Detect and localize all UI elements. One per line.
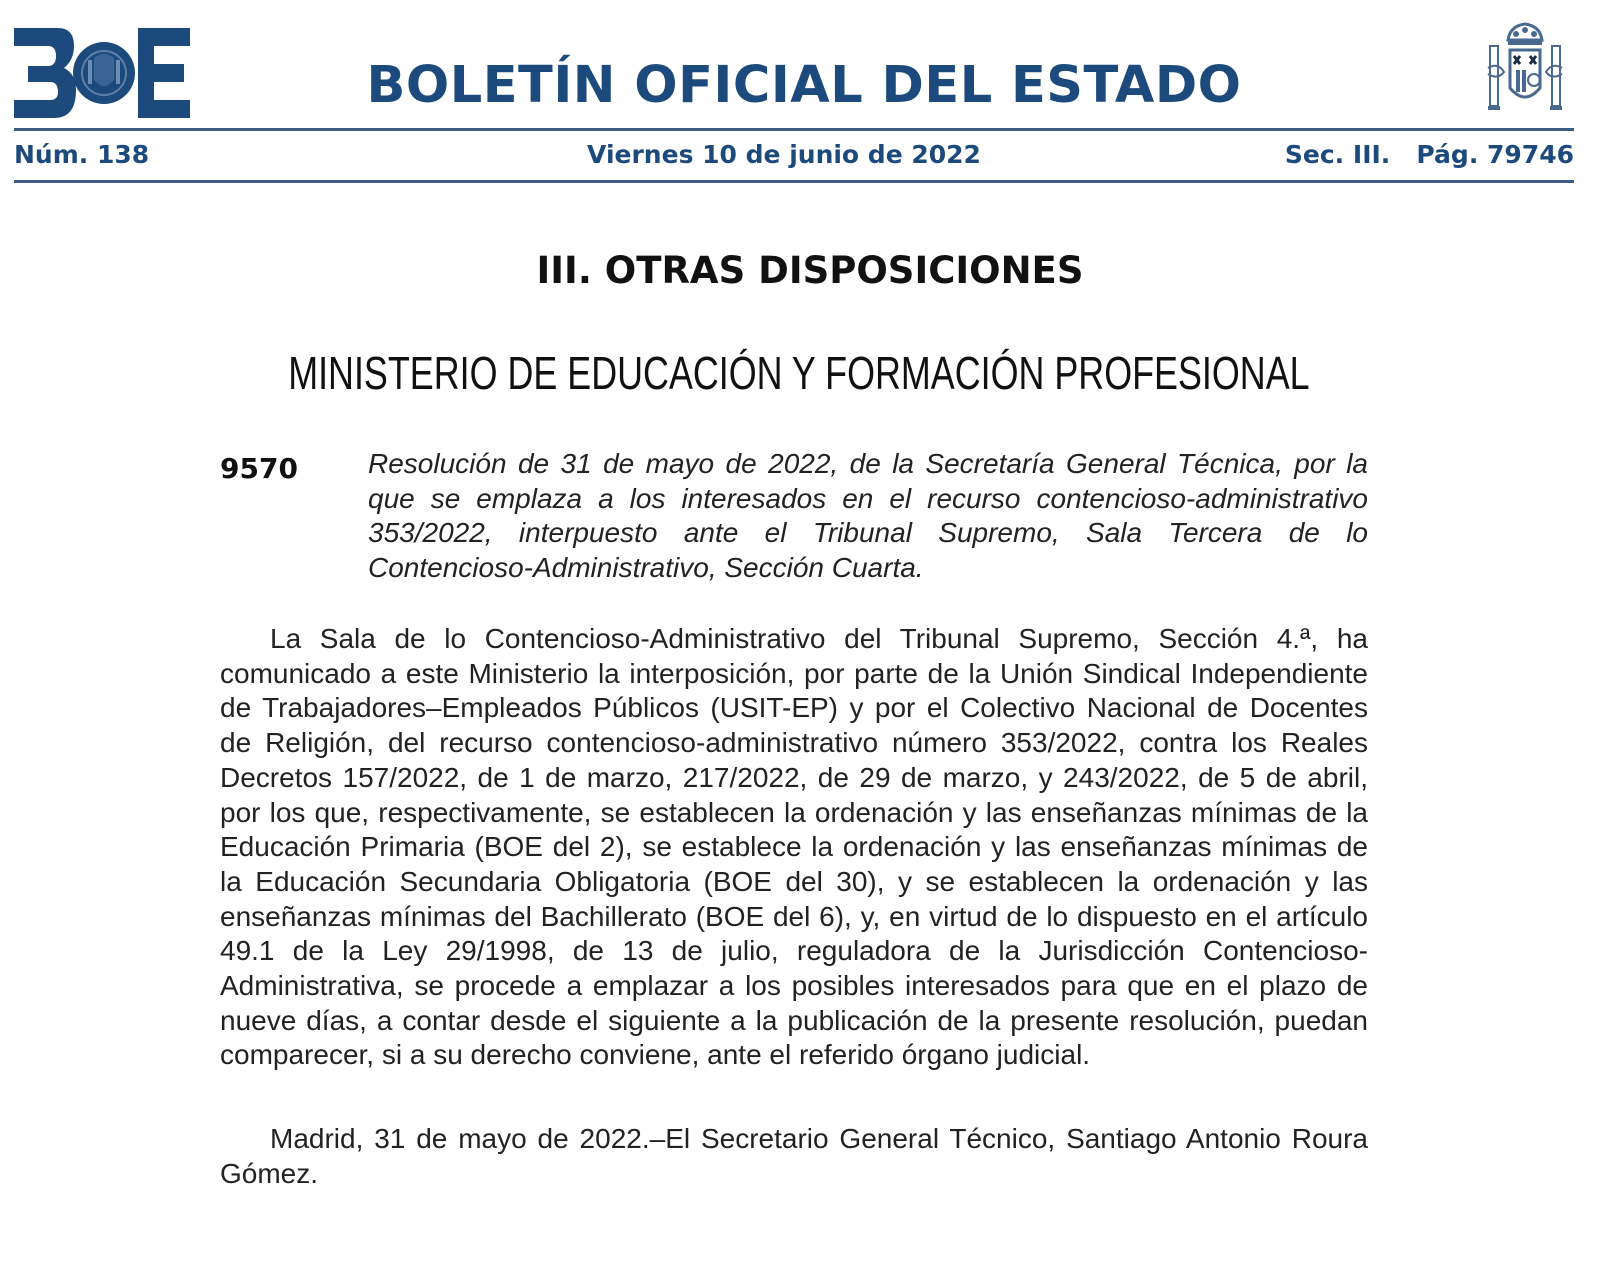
signature-paragraph	[220, 1122, 1368, 1191]
entry-summary: Resolución de 31 de mayo de 2022, de la Secretaría General Técnica, por la que se emplaza a los interesados en el recurso contencioso-administrativo 353/2022, interpuesto ante el Tribunal Supremo, Sala Tercera de lo Contencioso-Administrativo, Sección Cuarta.	[368, 448, 1368, 583]
publication-date: Viernes 10 de junio de 2022	[587, 140, 981, 169]
paragraph-text: La Sala de lo Contencioso-Administrativo del Tribunal Supremo, Sección 4.ª, ha comunicado a este Ministerio la interposición, por parte de la Unión Sindical Independiente de Trabajadores–Empleados Públicos (USIT-EP) y por el Colectivo Nacional de Docentes de Religión, del recurso contencioso-administrativo número 353/2022, contra los Reales Decretos 157/2022, de 1 de marzo, 217/2022, de 29 de marzo, y 243/2022, de 5 de abril, por los que, respectivamente, se establecen la ordenación y las enseñanzas mínimas de la Educación Primaria (BOE del 2), se establece la ordenación y las enseñanzas mínimas de la Educación Secundaria Obligatoria (BOE del 30), y se establecen la ordenación y las enseñanzas mínimas del Bachillerato (BOE del 6), y, en virtud de lo dispuesto en el artículo 49.1 de la Ley 29/1998, de 13 de julio, reguladora de la Jurisdicción Contencioso-Administrativa, se procede a emplazar a los posibles interesados para que en el plazo de nueve días, a contar desde el siguiente a la publicación de la presente resolución, puedan comparecer, si a su derecho conviene, ante el referido órgano judicial.	[220, 623, 1368, 1071]
publication-title: BOLETÍN OFICIAL DEL ESTADO	[366, 56, 1242, 115]
issue-number: Núm. 138	[14, 140, 150, 169]
header-bottom-rule	[14, 180, 1574, 183]
info-bar	[14, 140, 1574, 174]
body-paragraph	[220, 622, 1368, 1073]
header-top-rule	[14, 128, 1574, 131]
section-page: Sec. III. Pág. 79746	[1284, 140, 1574, 169]
coat-of-arms-icon	[1484, 18, 1566, 126]
ministry-heading: MINISTERIO DE EDUCACIÓN Y FORMACIÓN PROFESIONAL	[288, 347, 1310, 399]
masthead	[14, 18, 1574, 128]
signature-text: Madrid, 31 de mayo de 2022.–El Secretario General Técnico, Santiago Antonio Roura Gómez.	[220, 1123, 1368, 1189]
section-title: III. OTRAS DISPOSICIONES	[536, 249, 1084, 292]
entry-number: 9570	[220, 452, 298, 485]
